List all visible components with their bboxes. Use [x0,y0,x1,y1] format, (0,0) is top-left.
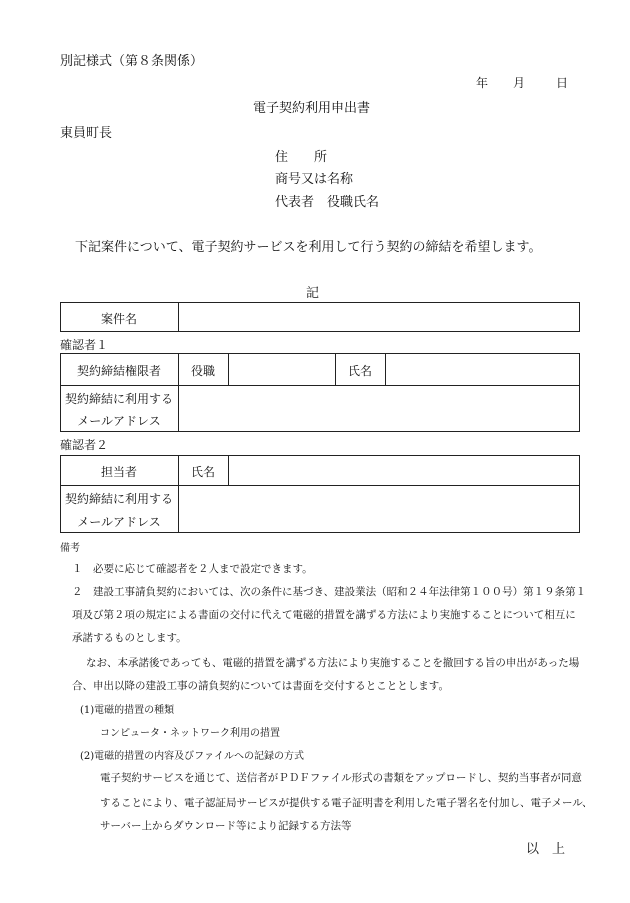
table-divider [385,353,386,385]
authorized-signer-label: 契約締結権限者 [76,364,161,378]
note-1: １ 必要に応じて確認者を２人まで設定できます。 [72,563,313,575]
table-divider [178,302,179,332]
table-divider [60,485,580,486]
table-divider [228,353,229,385]
table-divider [228,455,229,485]
date-month: 月 [513,76,526,90]
note-3-line2: 合、申出以降の建設工事の請負契約については書面を交付するとこととします。 [72,680,449,692]
email-label-line2: メールアドレス [77,414,161,428]
sub1-heading: (1)電磁的措置の種類 [80,705,175,716]
note-3-line1: なお、本承諾後であっても、電磁的措置を講ずる方法により実施することを撤回する旨の申出があった場 [86,657,580,669]
company-label: 商号又は名称 [275,172,354,187]
table-divider [60,385,580,386]
confirmer2-heading: 確認者２ [60,438,109,452]
intro-text: 下記案件について、電子契約サービスを利用して行う契約の締結を希望します。 [75,240,542,255]
date-day: 日 [556,76,569,90]
case-name-label: 案件名 [100,312,137,326]
person-in-charge-label: 担当者 [100,465,137,479]
page-title: 電子契約利用申出書 [253,101,371,116]
sub2-line1: 電子契約サービスを通じて、送信者がＰＤＦファイル形式の書類をアップロードし、契約当事者が同意 [100,772,582,784]
note-2-line1: ２ 建設工事請負契約においては、次の条件に基づき、建設業法（昭和２４年法律第１００号）第１９条第１ [72,586,587,598]
email-label-line1: 契約締結に利用する [64,492,173,506]
post-label: 役職 [190,364,215,378]
name-label: 氏名 [347,364,372,378]
recipient: 東員町長 [60,126,113,141]
email-label-line1: 契約締結に利用する [64,392,173,406]
sub2-heading: (2)電磁的措置の内容及びファイルへの記録の方式 [80,751,304,762]
ki-label: 記 [306,286,320,301]
sub2-line2: することにより、電子認証局サービスが提供する電子証明書を利用した電子署名を付加し、電子メール、 [100,797,593,809]
form-label: 別記様式（第８条関係） [60,54,204,69]
notes-heading: 備考 [60,543,80,554]
closing-mark: 以 上 [526,842,566,857]
sub1-body: コンピュータ・ネットワーク利用の措置 [100,728,280,739]
representative-label: 代表者 役職氏名 [275,195,380,210]
sub2-line3: サーバー上からダウンロード等により記録する方法等 [100,820,352,832]
name-label: 氏名 [190,465,215,479]
address-label: 住 所 [275,150,328,165]
confirmer1-heading: 確認者１ [60,338,109,352]
note-2-line2: 項及び第２項の規定による書面の交付に代えて電磁的措置を講ずる方法により実施することについて相互に [72,609,576,621]
note-2-line3: 承諾するものとします。 [72,632,187,644]
date-year: 年 [476,76,489,90]
email-label-line2: メールアドレス [77,515,161,529]
